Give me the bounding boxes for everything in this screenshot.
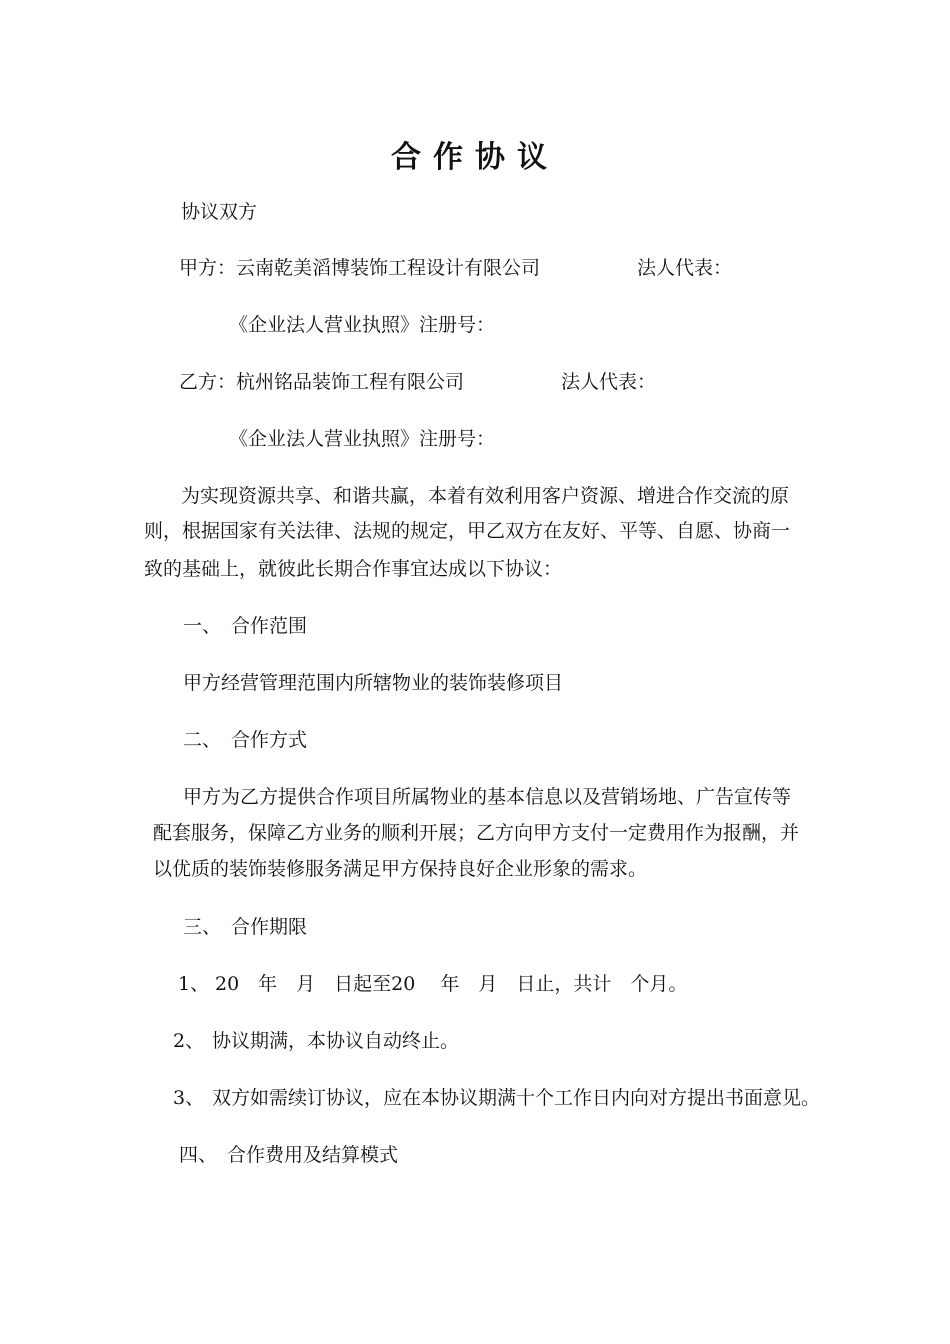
section2-number: 二、 [183, 729, 222, 751]
party-b-legal-rep: 法人代表： [561, 371, 657, 393]
intro-line: 致的基础上，就彼此长期合作事宜达成以下协议： [144, 558, 563, 580]
section2-body-line: 甲方为乙方提供合作项目所属物业的基本信息以及营销场地、广告宣传等 [183, 786, 792, 808]
party-a-legal-rep: 法人代表： [637, 257, 733, 279]
party-b-license: 《企业法人营业执照》注册号： [229, 428, 496, 450]
term-item-text: 20 年 月 日起至20 年 月 日止，共计 个月。 [215, 973, 688, 995]
section3-title: 合作期限 [231, 916, 308, 938]
term-item-number: 1、 [178, 973, 210, 995]
section4-number: 四、 [179, 1144, 218, 1166]
section1-body: 甲方经营管理范围内所辖物业的装饰装修项目 [183, 672, 564, 694]
term-item-number: 2、 [173, 1030, 205, 1052]
party-a-name: 甲方：云南乾美滔博装饰工程设计有限公司 [179, 257, 541, 279]
section4-title: 合作费用及结算模式 [227, 1144, 399, 1166]
section2-body-line: 配套服务，保障乙方业务的顺利开展；乙方向甲方支付一定费用作为报酬，并 [153, 822, 800, 844]
section1-number: 一、 [183, 615, 222, 637]
section2-title: 合作方式 [231, 729, 308, 751]
section1-title: 合作范围 [231, 615, 308, 637]
term-item-text: 双方如需续订协议，应在本协议期满十个工作日内向对方提出书面意见。 [212, 1087, 821, 1109]
document-title: 合作协议 [391, 140, 559, 175]
intro-line: 则，根据国家有关法律、法规的规定，甲乙双方在友好、平等、自愿、协商一 [144, 520, 791, 542]
intro-line: 为实现资源共享、和谐共赢，本着有效利用客户资源、增进合作交流的原 [181, 485, 790, 507]
section2-body-line: 以优质的装饰装修服务满足甲方保持良好企业形象的需求。 [153, 858, 648, 880]
term-item-number: 3、 [173, 1087, 205, 1109]
parties-heading: 协议双方 [181, 201, 258, 223]
section3-number: 三、 [183, 916, 222, 938]
term-item-text: 协议期满，本协议自动终止。 [212, 1030, 460, 1052]
party-a-license: 《企业法人营业执照》注册号： [229, 314, 496, 336]
party-b-name: 乙方：杭州铭品装饰工程有限公司 [179, 371, 465, 393]
